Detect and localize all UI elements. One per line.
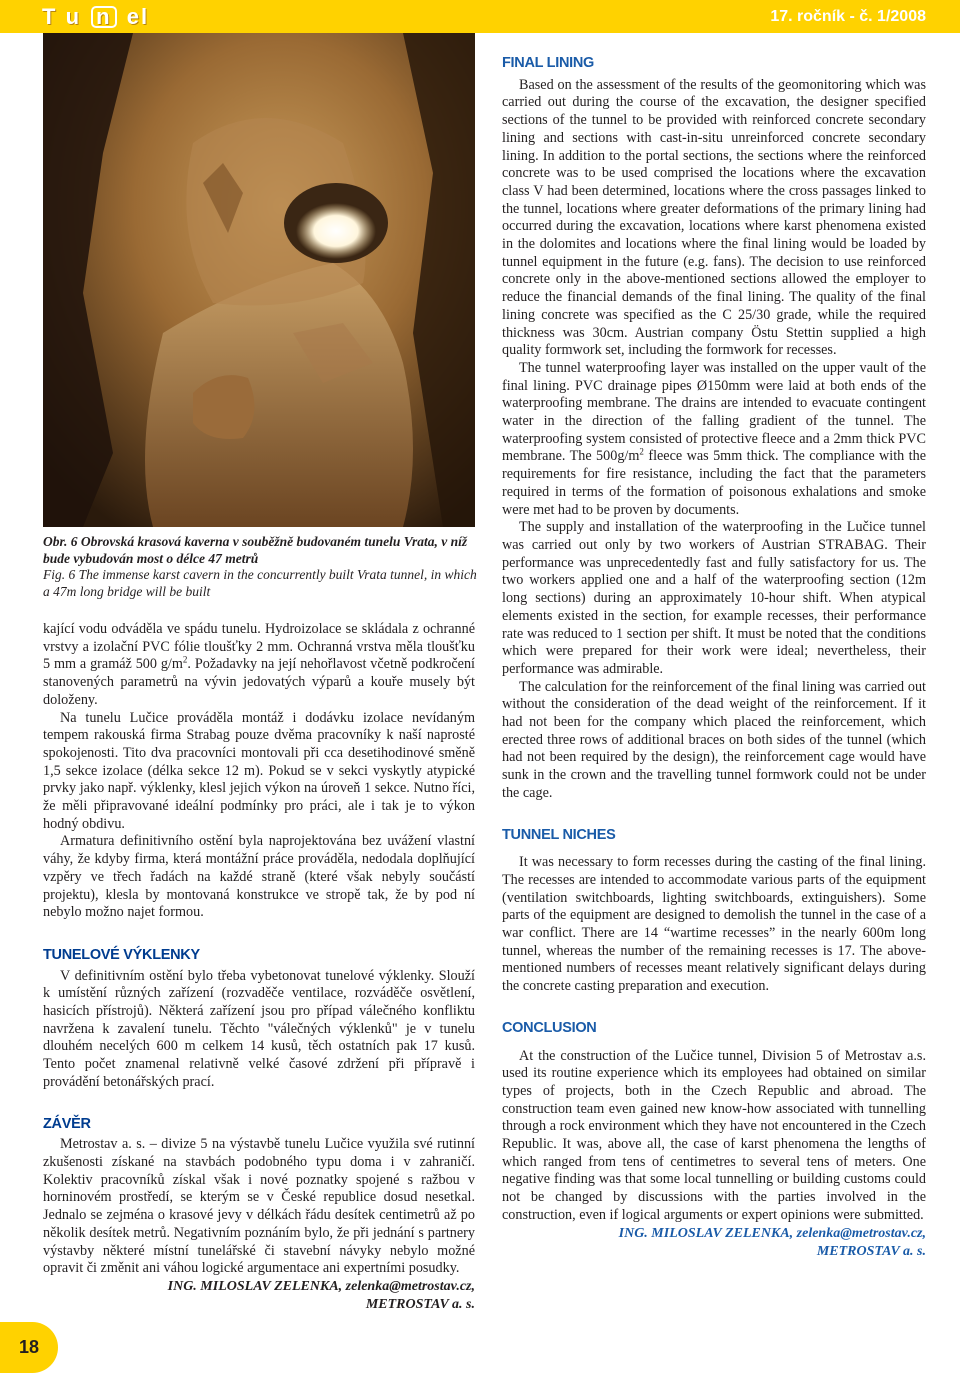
figure-caption: [43, 534, 483, 600]
author-line: ING. MILOSLAV ZELENKA, zelenka@metrostav.cz,: [167, 1278, 475, 1294]
right-paragraph: It was necessary to form recesses during the casting of the final lining. The recesses are intended to accommodate various parts of the equipment (ventilation switchboards, lighting switchboards, extinguishers). Some parts of the equipment are designed to demolish the tunnel in the case of a war conflict. There are 14 “wartime recesses” in the nearly 600m long tunnel, whereas the number of the remaining recesses is 17. The above-mentioned numbers of recesses meant relatively significant delays during the concrete casting preparation and execution.: [502, 854, 926, 995]
author-line: ING. MILOSLAV ZELENKA, zelenka@metrostav.cz,: [618, 1225, 926, 1241]
page-number: 18: [0, 1322, 58, 1373]
left-paragraph: Metrostav a. s. – divize 5 na výstavbě tunelu Lučice využila své rutinní zkušenosti získané na stavbách podobného typu doma i v zahraničí. Kolektiv pracovníků získal však i nové poznatky spojené s ražbou v horninovém prostředí, se kterým se v České republice dosud nesetkal. Jednalo se zejména o krasové jevy v délkách řádu desítek centimetrů až po několik desítek metrů. Negativním poznáním bylo, že při jednání s partnery výstavby některé místní tunelářské či stavební návyky nebylo možné opravit či změnit ani váhou logické argumentace ani expertními posudky.: [43, 1136, 475, 1277]
right-paragraph: Based on the assessment of the results of the geomonitoring which was carried out during the course of the excavation, the designer specified sections of the tunnel to be provided with reinforced concrete secondary lining and sections with cast-in-situ unreinforced concrete secondary lining. In addition to the portal sections, the sections where the reinforced concrete was to be used comprised the locations where the excavation class V had been determined, locations where the cross passages linked to the tunnel, locations where greater deformations of the primary lining had occurred during the excavation, locations where karst phenomena existed in the dolomites and locations where the final lining would be loaded by tunnel equipment in the future (e.g. fans). The decision to use reinforced concrete only in the above-mentioned sections allowed the employer to reduce the financial demands of the final lining. The quality of the final lining concrete was specified as the C 25/30 grade, while the required thickness was 30cm. Austrian company Östu Stettin supplied a high quality formwork set, including the formwork for recesses.: [502, 76, 926, 359]
left-column: [43, 621, 475, 1314]
heading-tunnel-niches: TUNNEL NICHES: [502, 826, 616, 843]
heading-conclusion: CONCLUSION: [502, 1019, 597, 1036]
tunel-logo: T u n el: [42, 4, 150, 29]
right-paragraph: The calculation for the reinforcement of the final lining was carried out without the consideration of the dead weight of the reinforcement. If it had not been for the company which placed the reinforcement, which erected three rows of additional braces on both sides of the tunnel (which had not been required by the design), the reinforcement cage would have sunk in the crown and the travelling tunnel formwork could not be under the cage.: [502, 678, 926, 801]
left-paragraph: kající vodu odváděla ve spádu tunelu. Hydroizolace se skládala z ochranné vrstvy a izolační PVC fólie tloušťky 2 mm. Ochranná vrstva měla tloušťku 5 mm a gramáž 500 $g/m^2$. Požadavky na její nehořlavost včetně podkročení stanovených parametrů na vývin jedovatých výparů a kouře musely být doloženy.: [43, 621, 475, 708]
heading-tunelove-vyklenky: TUNELOVÉ VÝKLENKY: [43, 946, 200, 963]
caption-english: Fig. 6 The immense karst cavern in the concurrently built Vrata tunnel, in which a 47m long bridge will be built: [43, 567, 477, 599]
right-paragraph: At the construction of the Lučice tunnel, Division 5 of Metrostav a.s. used its routine experience which its employees had obtained on similar types of projects, both in the Czech Republic and abroad. The construction team even gained new know-how associated with tunnelling through a rock environment which they have not encountered in the Czech Republic. It was, above all, the case of karst phenomena the lengths of which ranged from tens of centimetres to several tens of meters. One negative finding was that some local tunnelling or building customs could not be changed by discussions with the parties involved in the construction, even if logical arguments or expert opinions were submitted.: [502, 1047, 926, 1223]
caption-czech: Obr. 6 Obrovská krasová kaverna v souběžně budovaném tunelu Vrata, v níž bude vybudován most o délce 47 metrů: [43, 534, 468, 566]
heading-final-lining: FINAL LINING: [502, 55, 594, 71]
left-paragraph: V definitivním ostění bylo třeba vybetonovat tunelové výklenky. Slouží k umístění různých zařízení (rozvaděče ventilace, rozváděče osvětlení, hasicích přístrojů). Některá zařízení jsou pro případ válečného konfliktu navržena k zavalení tunelu. Těchto "válečných výklenků" je v tunelu dlouhém necelých 600 m celkem 14 kusů, těch ostatních pak 17 kusů. Tento počet znamenal relativně velké časové zdržení při přípravě i provádění betonářských prací.: [43, 967, 475, 1090]
karst-cavern-photo: [43, 33, 475, 527]
issue-label: 17. ročník - č. 1/2008: [770, 8, 926, 25]
right-paragraph: The supply and installation of the waterproofing in the Lučice tunnel was carried out only by two workers of Austrian STRABAG. Their performance was unprecedentedly fast and fully satisfactory for us. The two workers applied one and a half of the waterproofing section (12m long sections) during an approximately 10-hour shift. When atypical elements existed in the section, for example recesses, their performance rate was reduced to 1 section per shift. It must be noted that the conditions which were prepared for their work were ideal; nevertheless, their performance was admirable.: [502, 519, 926, 677]
left-paragraph: Na tunelu Lučice prováděla montáž i dodávku izolace nevídaným tempem rakouská firma Strabag pouze dvěma pracovníky k naší naprosté spokojenosti. Tito dva pracovníci montovali při cca desetihodinové směně 1,5 sekce izolace (délka sekce 12 m). Pokud se v sekci vyskytly atypické prvky jako např. výklenky, klesl jejich výkon na úroveň 1 sekce. Nutno říci, že měli připravované ideální podmínky pro práci, ale i tak je to výkon hodný obdivu.: [43, 709, 475, 832]
right-paragraph: The tunnel waterproofing layer was installed on the upper vault of the final lining. PVC drainage pipes Ø150mm were laid at both ends of the waterproofing membrane. The drains are intended to evacuate contingent water in the direction of the falling gradient of the tunnel. The waterproofing system consisted of protective fleece and a 2mm thick PVC membrane. The $500g/m^2$ fleece was 5mm thick. The compliance with the requirements for fire resistance, including the fact that the parameters required in terms of the formation of poisonous exhalations and smoke were met had to be proven by documents.: [502, 359, 927, 518]
left-paragraph: Armatura definitivního ostění byla naprojektována bez uvážení vlastní váhy, že kdyby firma, která montážní práce prováděla, nedodala doplňující vzpěry ve třech řadách na každé straně (které však nebyly součástí projektu), klesla by montovaná konstrukce ve stropě tak, že by pod ní nebylo možno najet formou.: [43, 833, 475, 921]
right-column: [502, 55, 926, 1261]
author-company: METROSTAV a. s.: [816, 1243, 926, 1259]
author-company: METROSTAV a. s.: [365, 1296, 475, 1312]
heading-zaver: ZÁVĚR: [43, 1115, 91, 1132]
